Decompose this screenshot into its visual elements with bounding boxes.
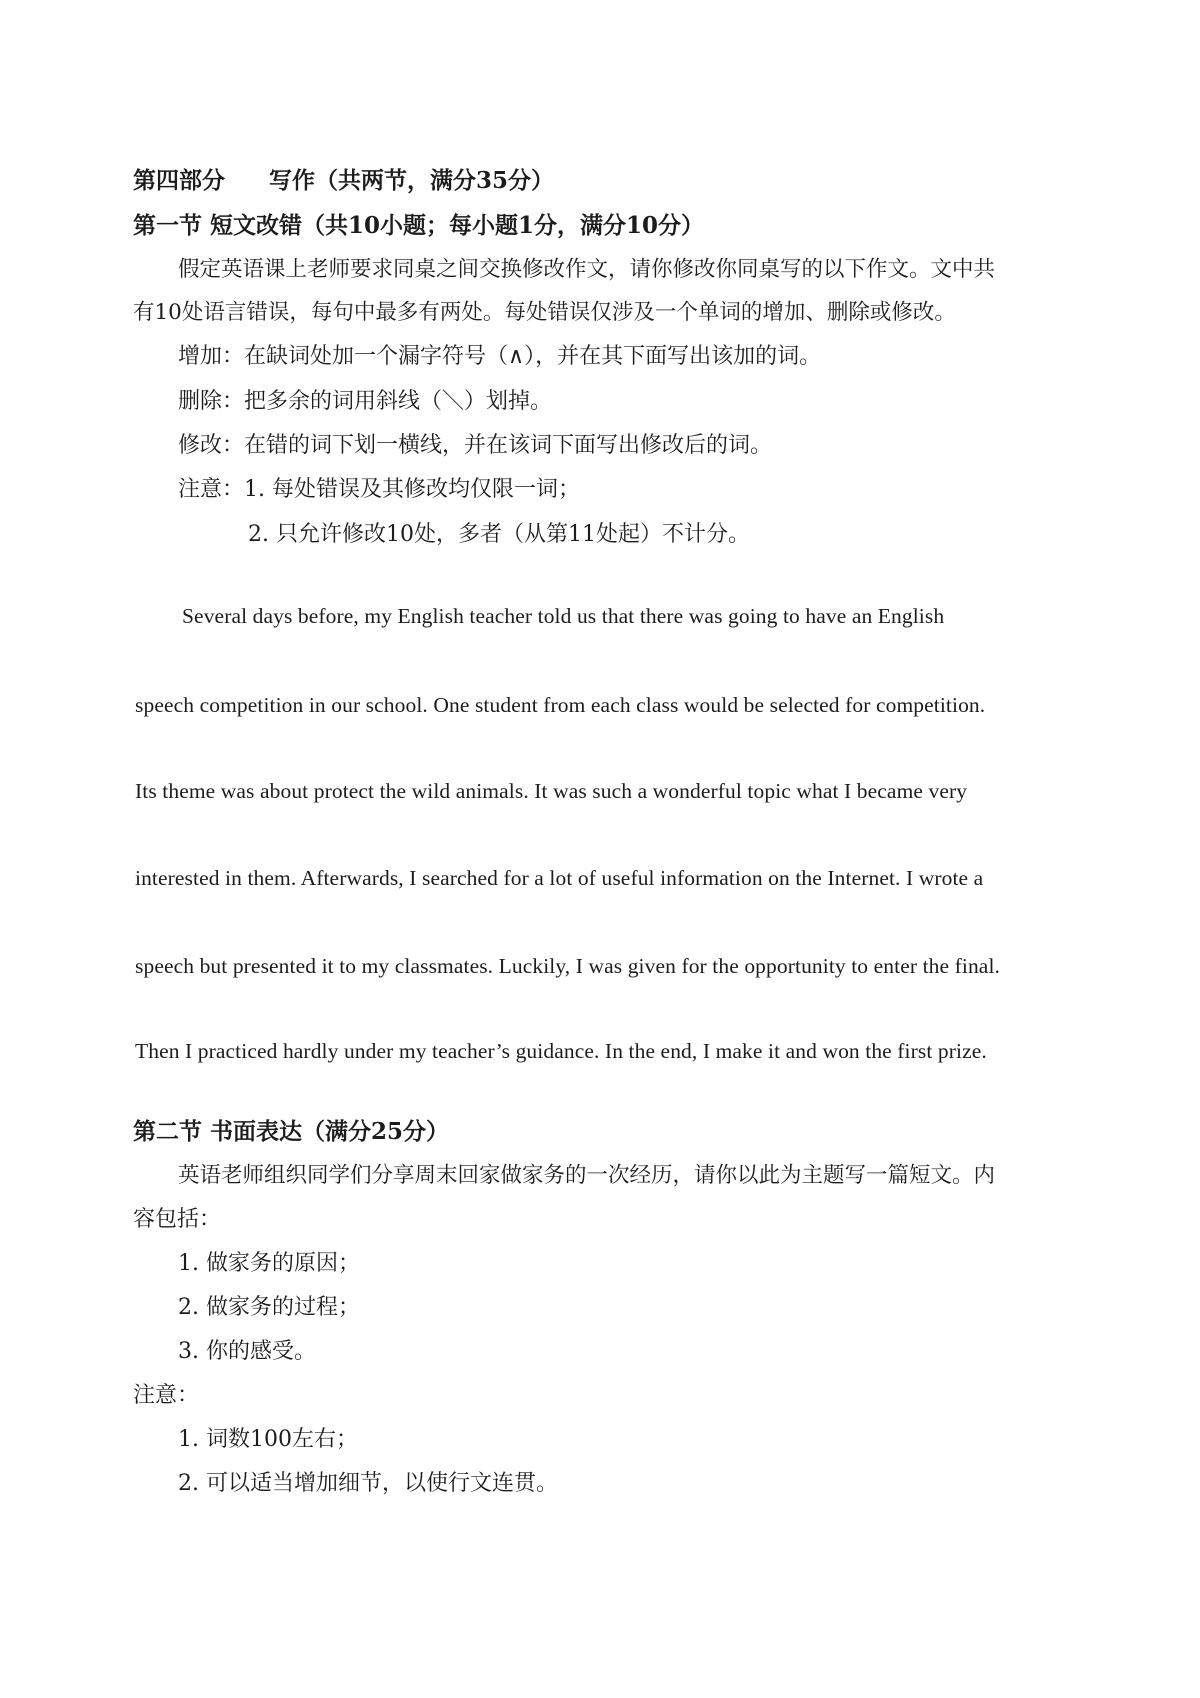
add-rule: 增加：在缺词处加一个漏字符号（∧），并在其下面写出该加的词。 (178, 344, 822, 369)
passage-line-5: speech but presented it to my classmates. Luckily, I was given for the opportunity to enter the final. (135, 954, 1000, 978)
passage-line-1: Several days before, my English teacher told us that there was going to have an English (182, 604, 945, 628)
part-heading (133, 166, 554, 196)
delete-rule: 删除：把多余的词用斜线（＼）划掉。 (178, 389, 553, 414)
note-2: 2. 只允许修改10处，多者（从第11处起）不计分。 (248, 522, 750, 547)
modify-rule: 修改：在错的词下划一横线，并在该词下面写出修改后的词。 (178, 433, 773, 458)
part-title: 写作（共两节，满分35分） (269, 167, 555, 194)
section1-intro-line1: 假定英语课上老师要求同桌之间交换修改作文，请你修改你同桌写的以下作文。文中共 (178, 257, 996, 282)
notes-item-2: 2. 可以适当增加细节，以使行文连贯。 (178, 1471, 558, 1496)
notes-item-1: 1. 词数100左右； (178, 1427, 358, 1452)
section2-heading: 第二节 书面表达（满分25分） (133, 1118, 450, 1145)
content-item-1: 1. 做家务的原因； (178, 1251, 360, 1276)
content-item-3: 3. 你的感受。 (178, 1339, 316, 1364)
passage-line-3: Its theme was about protect the wild animals. It was such a wonderful topic what I became very (135, 779, 968, 803)
section1-intro-line2: 有10处语言错误，每句中最多有两处。每处错误仅涉及一个单词的增加、删除或修改。 (133, 300, 956, 325)
part-label: 第四部分 (133, 167, 225, 194)
passage-line-6: Then I practiced hardly under my teacher’s guidance. In the end, I make it and won the first prize. (135, 1039, 987, 1063)
section2-intro-line2: 容包括： (133, 1207, 222, 1232)
note-1: 注意：1. 每处错误及其修改均仅限一词； (178, 477, 580, 502)
content-item-2: 2. 做家务的过程； (178, 1295, 360, 1320)
passage-line-4: interested in them. Afterwards, I searched for a lot of useful information on the Internet. I wrote a (135, 866, 984, 890)
section2-intro-line1: 英语老师组织同学们分享周末回家做家务的一次经历，请你以此为主题写一篇短文。内 (178, 1163, 996, 1188)
passage-line-2: speech competition in our school. One student from each class would be selected for competition. (135, 693, 986, 717)
notes-label: 注意： (133, 1383, 200, 1408)
section1-heading: 第一节 短文改错（共10小题；每小题1分，满分10分） (133, 212, 705, 239)
